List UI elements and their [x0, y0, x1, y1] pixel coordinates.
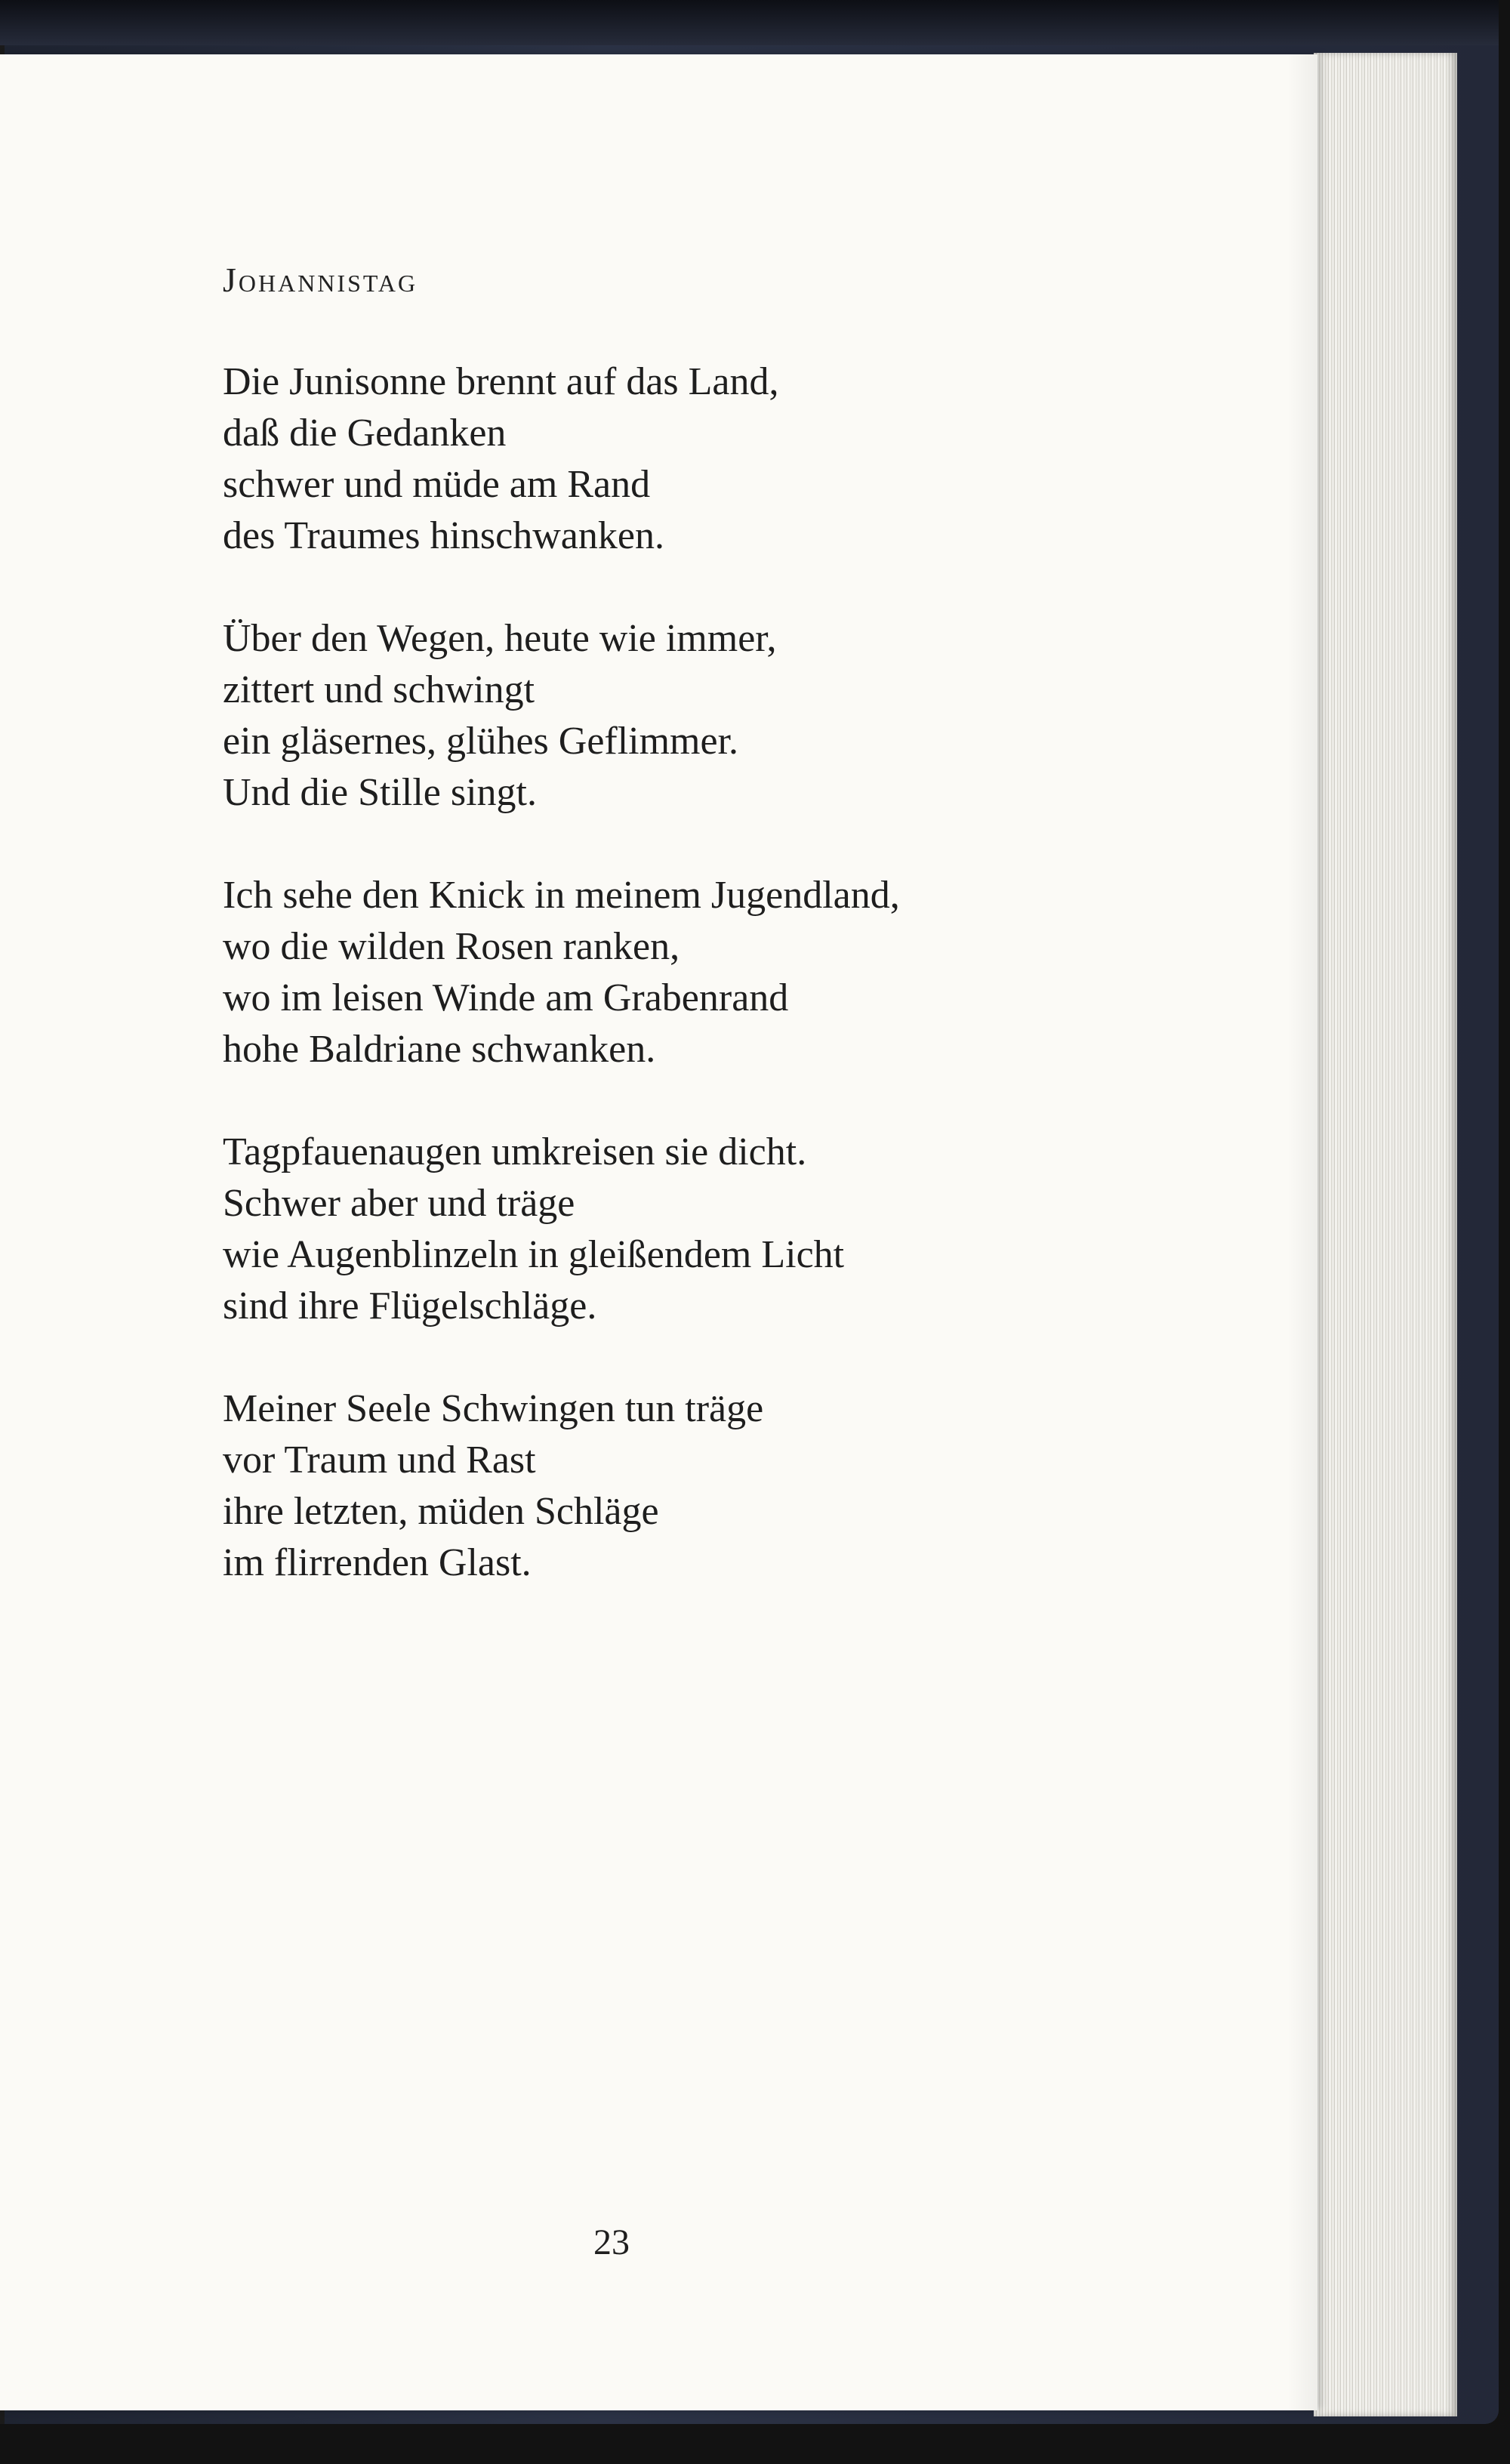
poem-line: daß die Gedanken: [223, 412, 507, 455]
poem-line: wie Augenblinzeln in gleißendem Licht: [223, 1233, 845, 1276]
poem-line: schwer und müde am Rand: [223, 463, 651, 506]
poem-line: ein gläsernes, glühes Geflimmer.: [223, 720, 739, 763]
stanza-4: [223, 1127, 1295, 1332]
poem-line: Tagpfauenaugen umkreisen sie dicht.: [223, 1130, 807, 1173]
poem-line: ihre letzten, müden Schläge: [223, 1490, 659, 1533]
book-page: [0, 54, 1317, 2410]
poem-line: wo im leisen Winde am Grabenrand: [223, 976, 789, 1019]
poem-title: Johannistag: [223, 261, 418, 299]
poem-line: Schwer aber und träge: [223, 1182, 575, 1225]
poem-line: hohe Baldriane schwanken.: [223, 1028, 656, 1071]
poem-line: vor Traum und Rast: [223, 1439, 536, 1482]
poem-line: des Traumes hinschwanken.: [223, 514, 664, 557]
page-edges: [1314, 53, 1457, 2416]
page-number: 23: [593, 2222, 630, 2262]
poem-line: im flirrenden Glast.: [223, 1541, 532, 1584]
poem-line: sind ihre Flügelschläge.: [223, 1284, 597, 1328]
stanza-1: [223, 356, 1295, 562]
poem-body: [223, 356, 1295, 1640]
book-cover-top: [0, 0, 1499, 45]
stanza-2: [223, 613, 1295, 819]
poem-line: zittert und schwingt: [223, 668, 535, 711]
poem-line: Ich sehe den Knick in meinem Jugendland,: [223, 874, 900, 917]
poem-line: Die Junisonne brennt auf das Land,: [223, 360, 779, 403]
poem-line: wo die wilden Rosen ranken,: [223, 925, 680, 968]
stanza-5: [223, 1383, 1295, 1589]
poem-line: Meiner Seele Schwingen tun träge: [223, 1387, 764, 1430]
stanza-3: [223, 870, 1295, 1075]
poem-line: Und die Stille singt.: [223, 771, 537, 814]
poem-line: Über den Wegen, heute wie immer,: [223, 617, 777, 660]
